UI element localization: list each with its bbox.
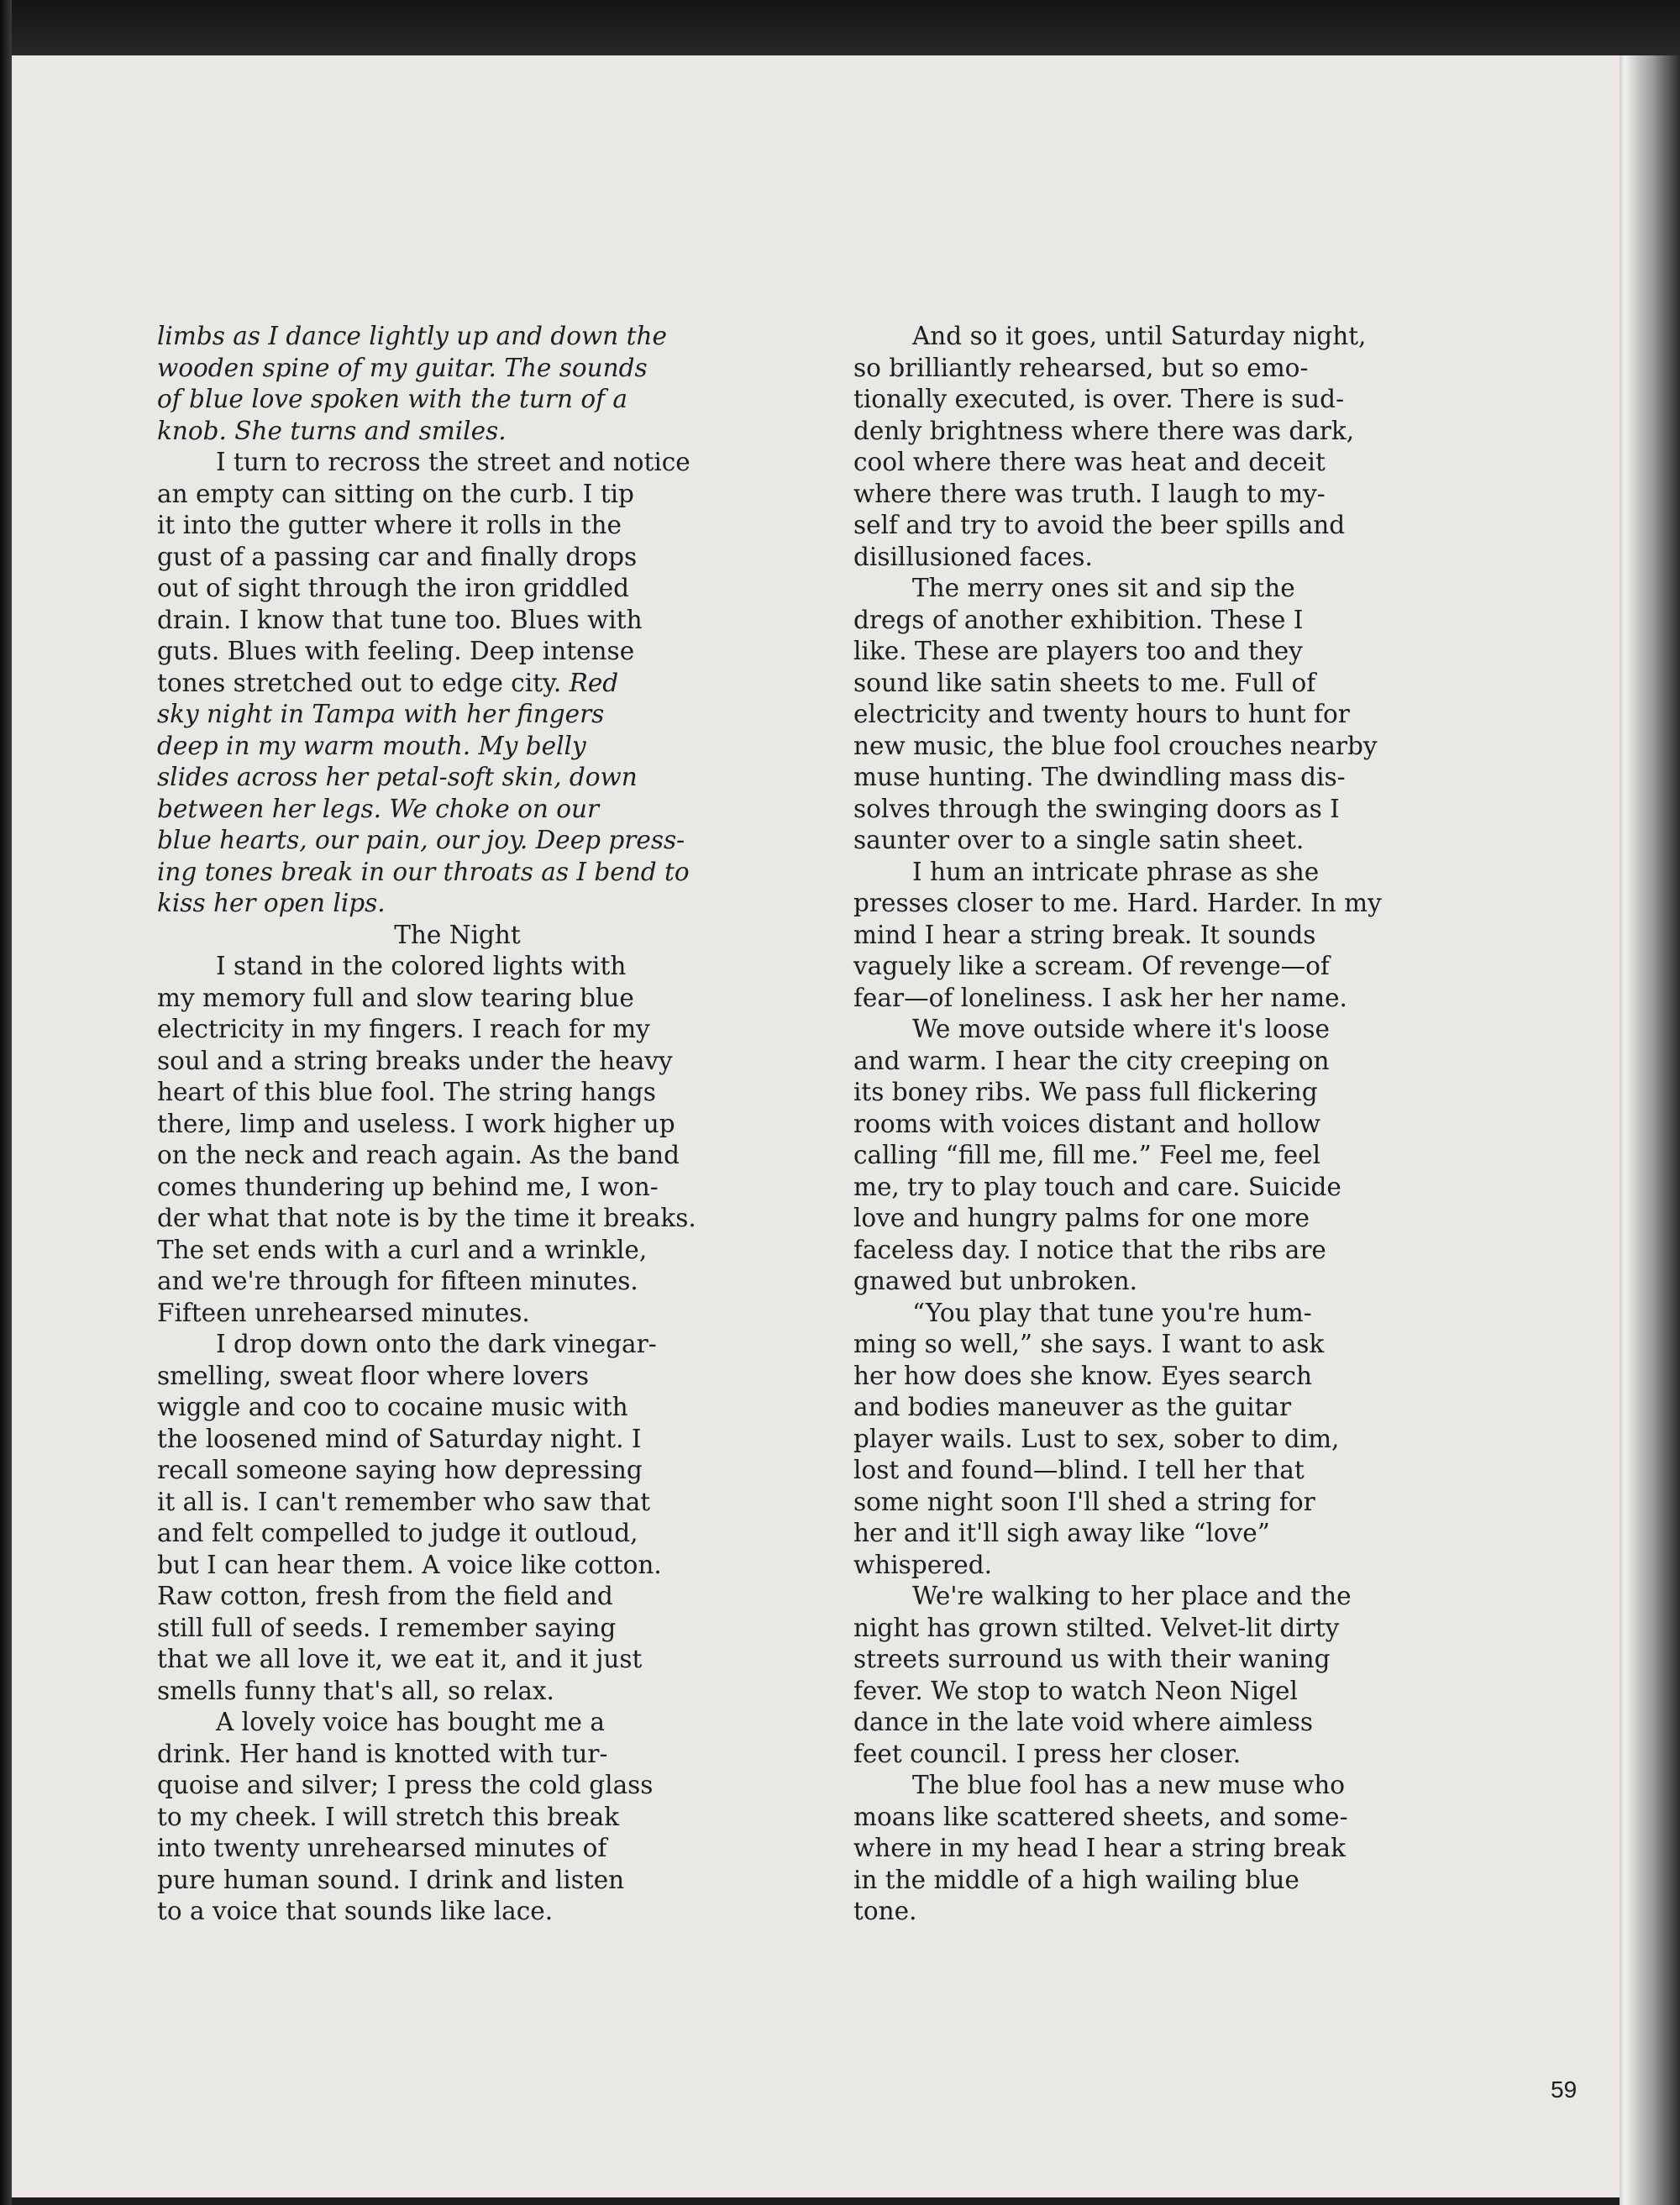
text-line: I drop down onto the dark vinegar- bbox=[216, 1330, 657, 1358]
text-line: and bodies maneuver as the guitar bbox=[853, 1393, 1292, 1421]
paragraph bbox=[853, 1770, 1471, 1928]
text-line: tones stretched out to edge city. bbox=[157, 668, 570, 697]
text-line: The set ends with a curl and a wrinkle, bbox=[157, 1235, 648, 1264]
text-line: guts. Blues with feeling. Deep intense bbox=[157, 637, 635, 665]
text-line: pure human sound. I drink and listen bbox=[157, 1865, 625, 1894]
text-line: electricity in my fingers. I reach for my bbox=[157, 1015, 650, 1043]
text-line: wooden spine of my guitar. The sounds bbox=[157, 353, 648, 382]
text-line: its boney ribs. We pass full flickering bbox=[853, 1078, 1318, 1106]
text-line: an empty can sitting on the curb. I tip bbox=[157, 479, 634, 508]
text-line: drain. I know that tune too. Blues with bbox=[157, 605, 643, 634]
text-line: gnawed but unbroken. bbox=[853, 1267, 1138, 1295]
text-line: on the neck and reach again. As the band bbox=[157, 1141, 680, 1169]
text-line: muse hunting. The dwindling mass dis- bbox=[853, 763, 1346, 791]
text-line: blue hearts, our pain, our joy. Deep press- bbox=[157, 826, 685, 854]
text-line: I hum an intricate phrase as she bbox=[912, 857, 1320, 886]
text-line: dance in the late void where aimless bbox=[853, 1708, 1313, 1736]
paragraph bbox=[157, 951, 758, 1329]
text-line: there, limp and useless. I work higher up bbox=[157, 1109, 675, 1138]
paragraph bbox=[853, 1581, 1471, 1770]
text-line: fear—of loneliness. I ask her her name. bbox=[853, 983, 1347, 1012]
text-line: my memory full and slow tearing blue bbox=[157, 983, 634, 1012]
text-line: smelling, sweat floor where lovers bbox=[157, 1361, 590, 1390]
text-line: ing tones break in our throats as I bend to bbox=[157, 857, 690, 886]
paragraph bbox=[853, 1298, 1471, 1582]
text-line: heart of this blue fool. The string hangs bbox=[157, 1078, 656, 1106]
text-line: A lovely voice has bought me a bbox=[216, 1708, 605, 1736]
paragraph bbox=[853, 321, 1471, 573]
text-line: her and it'll sigh away like “love” bbox=[853, 1519, 1270, 1547]
text-line: disillusioned faces. bbox=[853, 542, 1093, 571]
text-line: it all is. I can't remember who saw that bbox=[157, 1487, 651, 1516]
text-line: player wails. Lust to sex, sober to dim, bbox=[853, 1424, 1340, 1453]
paragraph-continued-italic bbox=[157, 321, 758, 447]
text-line: presses closer to me. Hard. Harder. In my bbox=[853, 889, 1382, 917]
text-line: like. These are players too and they bbox=[853, 637, 1303, 665]
text-line: to a voice that sounds like lace. bbox=[157, 1897, 554, 1925]
left-column bbox=[157, 321, 758, 1928]
text-line: deep in my warm mouth. My belly bbox=[157, 731, 586, 760]
text-line: sound like satin sheets to me. Full of bbox=[853, 668, 1316, 697]
text-line: wiggle and coo to cocaine music with bbox=[157, 1393, 628, 1421]
text-line: self and try to avoid the beer spills and bbox=[853, 511, 1346, 539]
text-line: rooms with voices distant and hollow bbox=[853, 1109, 1321, 1138]
text-line: tone. bbox=[853, 1897, 917, 1925]
text-line: out of sight through the iron griddled bbox=[157, 574, 630, 602]
book-spine-shadow bbox=[0, 0, 12, 2205]
text-line: her how does she know. Eyes search bbox=[853, 1361, 1313, 1390]
text-line: of blue love spoken with the turn of a bbox=[157, 385, 627, 413]
text-line: but I can hear them. A voice like cotton. bbox=[157, 1550, 662, 1579]
text-line: kiss her open lips. bbox=[157, 889, 386, 917]
text-line: Red bbox=[569, 668, 619, 697]
text-line: electricity and twenty hours to hunt for bbox=[853, 700, 1350, 728]
text-line: drink. Her hand is knotted with tur- bbox=[157, 1739, 608, 1768]
right-column bbox=[853, 321, 1471, 1928]
text-line: streets surround us with their waning bbox=[853, 1645, 1331, 1673]
text-line: it into the gutter where it rolls in the bbox=[157, 511, 622, 539]
text-line: that we all love it, we eat it, and it just bbox=[157, 1645, 643, 1673]
text-line: vaguely like a scream. Of revenge—of bbox=[853, 952, 1330, 980]
paragraph bbox=[853, 573, 1471, 857]
text-line: knob. She turns and smiles. bbox=[157, 416, 507, 445]
scan-top-background bbox=[0, 0, 1680, 55]
text-line: some night soon I'll shed a string for bbox=[853, 1487, 1315, 1516]
text-line: and we're through for fifteen minutes. bbox=[157, 1267, 638, 1295]
text-line: and warm. I hear the city creeping on bbox=[853, 1046, 1330, 1075]
text-line: I stand in the colored lights with bbox=[216, 952, 627, 980]
paragraph bbox=[853, 1014, 1471, 1298]
page-stack-edge bbox=[1620, 55, 1680, 2205]
text-line: in the middle of a high wailing blue bbox=[853, 1865, 1299, 1894]
text-line: cool where there was heat and deceit bbox=[853, 448, 1326, 476]
text-line: where there was truth. I laugh to my- bbox=[853, 479, 1326, 508]
text-line: soul and a string breaks under the heavy bbox=[157, 1046, 673, 1075]
text-line: der what that note is by the time it breaks. bbox=[157, 1204, 696, 1232]
text-line: feet council. I press her closer. bbox=[853, 1739, 1242, 1768]
section-heading: The Night bbox=[394, 920, 521, 949]
text-line: lost and found—blind. I tell her that bbox=[853, 1456, 1305, 1484]
paragraph bbox=[157, 447, 758, 920]
text-line: The blue fool has a new muse who bbox=[912, 1771, 1346, 1799]
text-line: and felt compelled to judge it outloud, bbox=[157, 1519, 638, 1547]
text-line: slides across her petal-soft skin, down bbox=[157, 763, 638, 791]
text-line: I turn to recross the street and notice bbox=[216, 448, 690, 476]
text-line: saunter over to a single satin sheet. bbox=[853, 826, 1305, 854]
text-line: recall someone saying how depressing bbox=[157, 1456, 643, 1484]
text-line: quoise and silver; I press the cold glass bbox=[157, 1771, 654, 1799]
text-line: calling “fill me, fill me.” Feel me, feel bbox=[853, 1141, 1321, 1169]
text-line: love and hungry palms for one more bbox=[853, 1204, 1310, 1232]
text-line: to my cheek. I will stretch this break bbox=[157, 1802, 620, 1831]
text-line: fever. We stop to watch Neon Nigel bbox=[853, 1676, 1298, 1705]
text-line: dregs of another exhibition. These I bbox=[853, 605, 1304, 634]
paragraph bbox=[853, 857, 1471, 1015]
text-line: gust of a passing car and finally drops bbox=[157, 542, 638, 571]
text-line: between her legs. We choke on our bbox=[157, 794, 600, 823]
text-line: tionally executed, is over. There is sud- bbox=[853, 385, 1345, 413]
text-line: We move outside where it's loose bbox=[912, 1015, 1331, 1043]
text-line: still full of seeds. I remember saying bbox=[157, 1613, 617, 1642]
text-line: where in my head I hear a string break bbox=[853, 1834, 1346, 1862]
text-line: into twenty unrehearsed minutes of bbox=[157, 1834, 607, 1862]
paragraph bbox=[157, 1329, 758, 1707]
text-line: limbs as I dance lightly up and down the bbox=[157, 322, 667, 350]
text-line: And so it goes, until Saturday night, bbox=[912, 322, 1367, 350]
text-line: sky night in Tampa with her fingers bbox=[157, 700, 605, 728]
text-line: faceless day. I notice that the ribs are bbox=[853, 1235, 1326, 1264]
text-line: me, try to play touch and care. Suicide bbox=[853, 1172, 1341, 1201]
text-line: mind I hear a string break. It sounds bbox=[853, 920, 1316, 949]
page-number: 59 bbox=[1551, 2076, 1578, 2103]
text-line: Fifteen unrehearsed minutes. bbox=[157, 1298, 530, 1327]
text-line: denly brightness where there was dark, bbox=[853, 416, 1355, 445]
text-line: comes thundering up behind me, I won- bbox=[157, 1172, 659, 1201]
text-line: new music, the blue fool crouches nearby bbox=[853, 731, 1378, 760]
text-line: Raw cotton, fresh from the field and bbox=[157, 1582, 613, 1610]
text-line: moans like scattered sheets, and some- bbox=[853, 1802, 1348, 1831]
paragraph bbox=[157, 1707, 758, 1928]
text-line: smells funny that's all, so relax. bbox=[157, 1676, 554, 1705]
text-line: solves through the swinging doors as I bbox=[853, 794, 1340, 823]
text-line: ming so well,” she says. I want to ask bbox=[853, 1330, 1325, 1358]
text-line: so brilliantly rehearsed, but so emo- bbox=[853, 353, 1309, 382]
text-line: The merry ones sit and sip the bbox=[912, 574, 1295, 602]
text-line: whispered. bbox=[853, 1550, 992, 1579]
text-line: the loosened mind of Saturday night. I bbox=[157, 1424, 642, 1453]
text-line: We're walking to her place and the bbox=[912, 1582, 1352, 1610]
text-line: night has grown stilted. Velvet-lit dirty bbox=[853, 1613, 1340, 1642]
text-line: “You play that tune you're hum- bbox=[912, 1298, 1312, 1327]
